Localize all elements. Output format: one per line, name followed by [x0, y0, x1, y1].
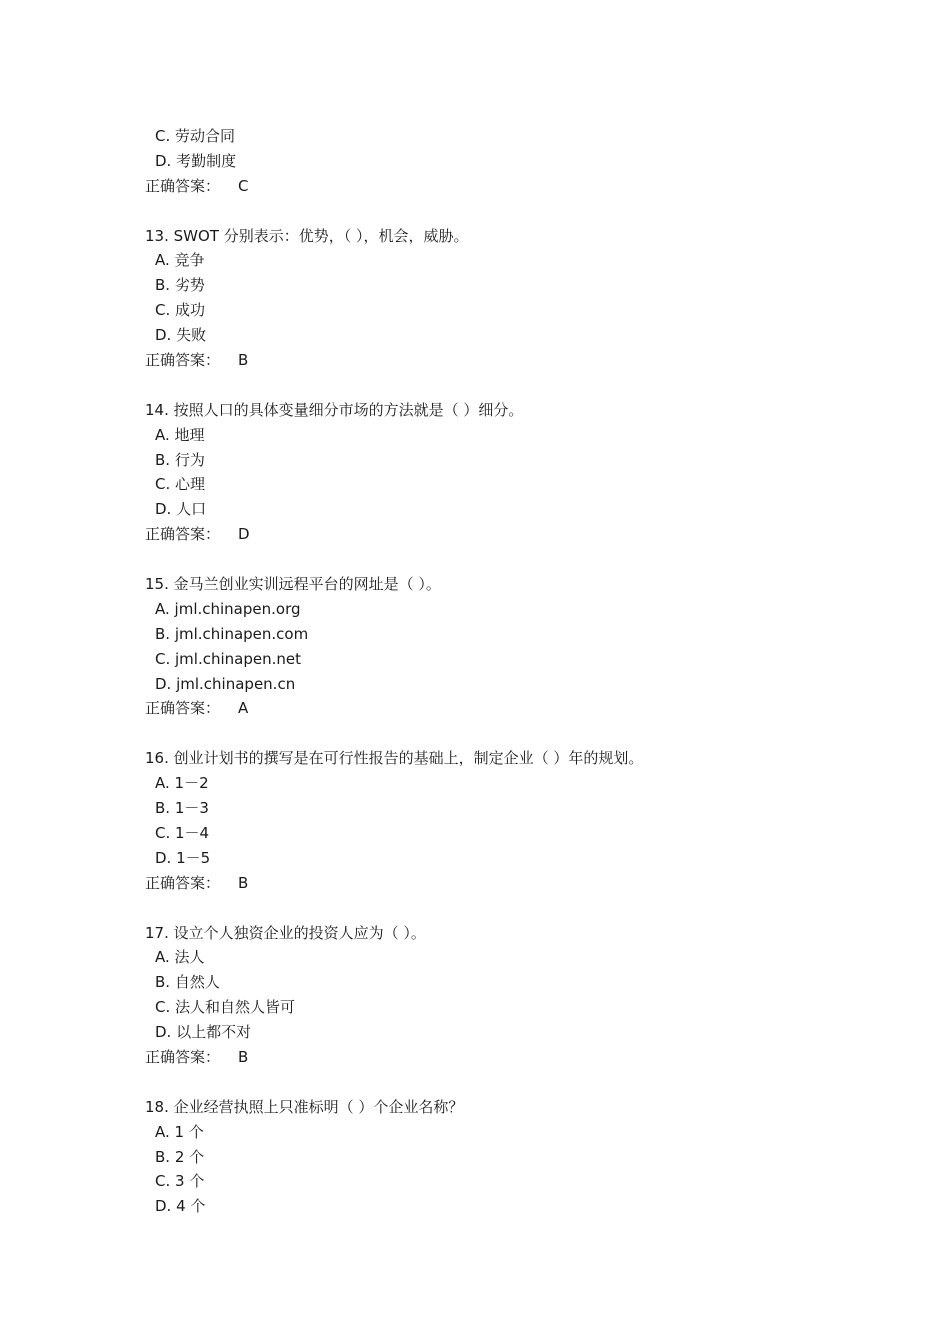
question-16 — [145, 746, 845, 895]
question-15 — [145, 572, 845, 721]
answer-value: A — [238, 699, 249, 718]
option: A. 1 个 — [155, 1122, 204, 1141]
question-list — [145, 124, 845, 1219]
answer-value: B — [238, 873, 249, 892]
option: D. 人口 — [155, 500, 207, 519]
option: C. 心理 — [155, 475, 206, 494]
option: C. 成功 — [155, 301, 206, 320]
option: B. 行为 — [155, 450, 205, 469]
option: A. 法人 — [155, 948, 205, 967]
answer-label: 正确答案： — [145, 525, 221, 544]
option: A. 地理 — [155, 425, 205, 444]
answer-line — [145, 871, 845, 896]
option: C. 法人和自然人皆可 — [155, 998, 296, 1017]
option: C. 3 个 — [155, 1172, 205, 1191]
option: A. 竞争 — [155, 251, 205, 270]
option: B. 1－3 — [155, 799, 209, 818]
question-text: 15. 金马兰创业实训远程平台的网址是（ ）。 — [145, 575, 441, 594]
answer-label: 正确答案： — [145, 176, 221, 195]
option: D. 4 个 — [155, 1197, 206, 1216]
option: A. 1－2 — [155, 774, 209, 793]
question-text: 13. SWOT 分别表示：优势，（ ），机会，威胁。 — [145, 226, 469, 245]
answer-value: D — [238, 525, 250, 544]
answer-label: 正确答案： — [145, 873, 221, 892]
question-text: 18. 企业经营执照上只准标明（ ）个企业名称？ — [145, 1097, 464, 1116]
question-18 — [145, 1095, 845, 1219]
answer-line — [145, 174, 845, 199]
answer-value: B — [238, 351, 249, 370]
option: B. 自然人 — [155, 973, 220, 992]
option: B. 劣势 — [155, 276, 205, 295]
question-text: 16. 创业计划书的撰写是在可行性报告的基础上，制定企业（ ）年的规划。 — [145, 749, 644, 768]
option: C. 劳动合同 — [155, 127, 236, 145]
question-fragment — [145, 124, 845, 199]
answer-line — [145, 522, 845, 547]
answer-label: 正确答案： — [145, 1047, 221, 1066]
answer-value: C — [238, 176, 249, 195]
option: D. 考勤制度 — [155, 151, 237, 170]
option: C. 1－4 — [155, 823, 210, 842]
answer-line — [145, 348, 845, 373]
option: D. jml.chinapen.cn — [155, 674, 296, 693]
question-13 — [145, 224, 845, 373]
answer-line — [145, 1045, 845, 1070]
answer-label: 正确答案： — [145, 699, 221, 718]
option: D. 以上都不对 — [155, 1023, 252, 1042]
option: B. jml.chinapen.com — [155, 624, 309, 643]
option: B. 2 个 — [155, 1147, 205, 1166]
option: A. jml.chinapen.org — [155, 599, 301, 618]
answer-label: 正确答案： — [145, 351, 221, 370]
question-text: 14. 按照人口的具体变量细分市场的方法就是（ ）细分。 — [145, 400, 524, 419]
question-text: 17. 设立个人独资企业的投资人应为（ ）。 — [145, 923, 426, 942]
option: D. 1－5 — [155, 848, 211, 867]
option: C. jml.chinapen.net — [155, 649, 301, 668]
option: D. 失败 — [155, 326, 207, 345]
answer-line — [145, 696, 845, 721]
question-17 — [145, 921, 845, 1070]
question-14 — [145, 398, 845, 547]
answer-value: B — [238, 1047, 249, 1066]
